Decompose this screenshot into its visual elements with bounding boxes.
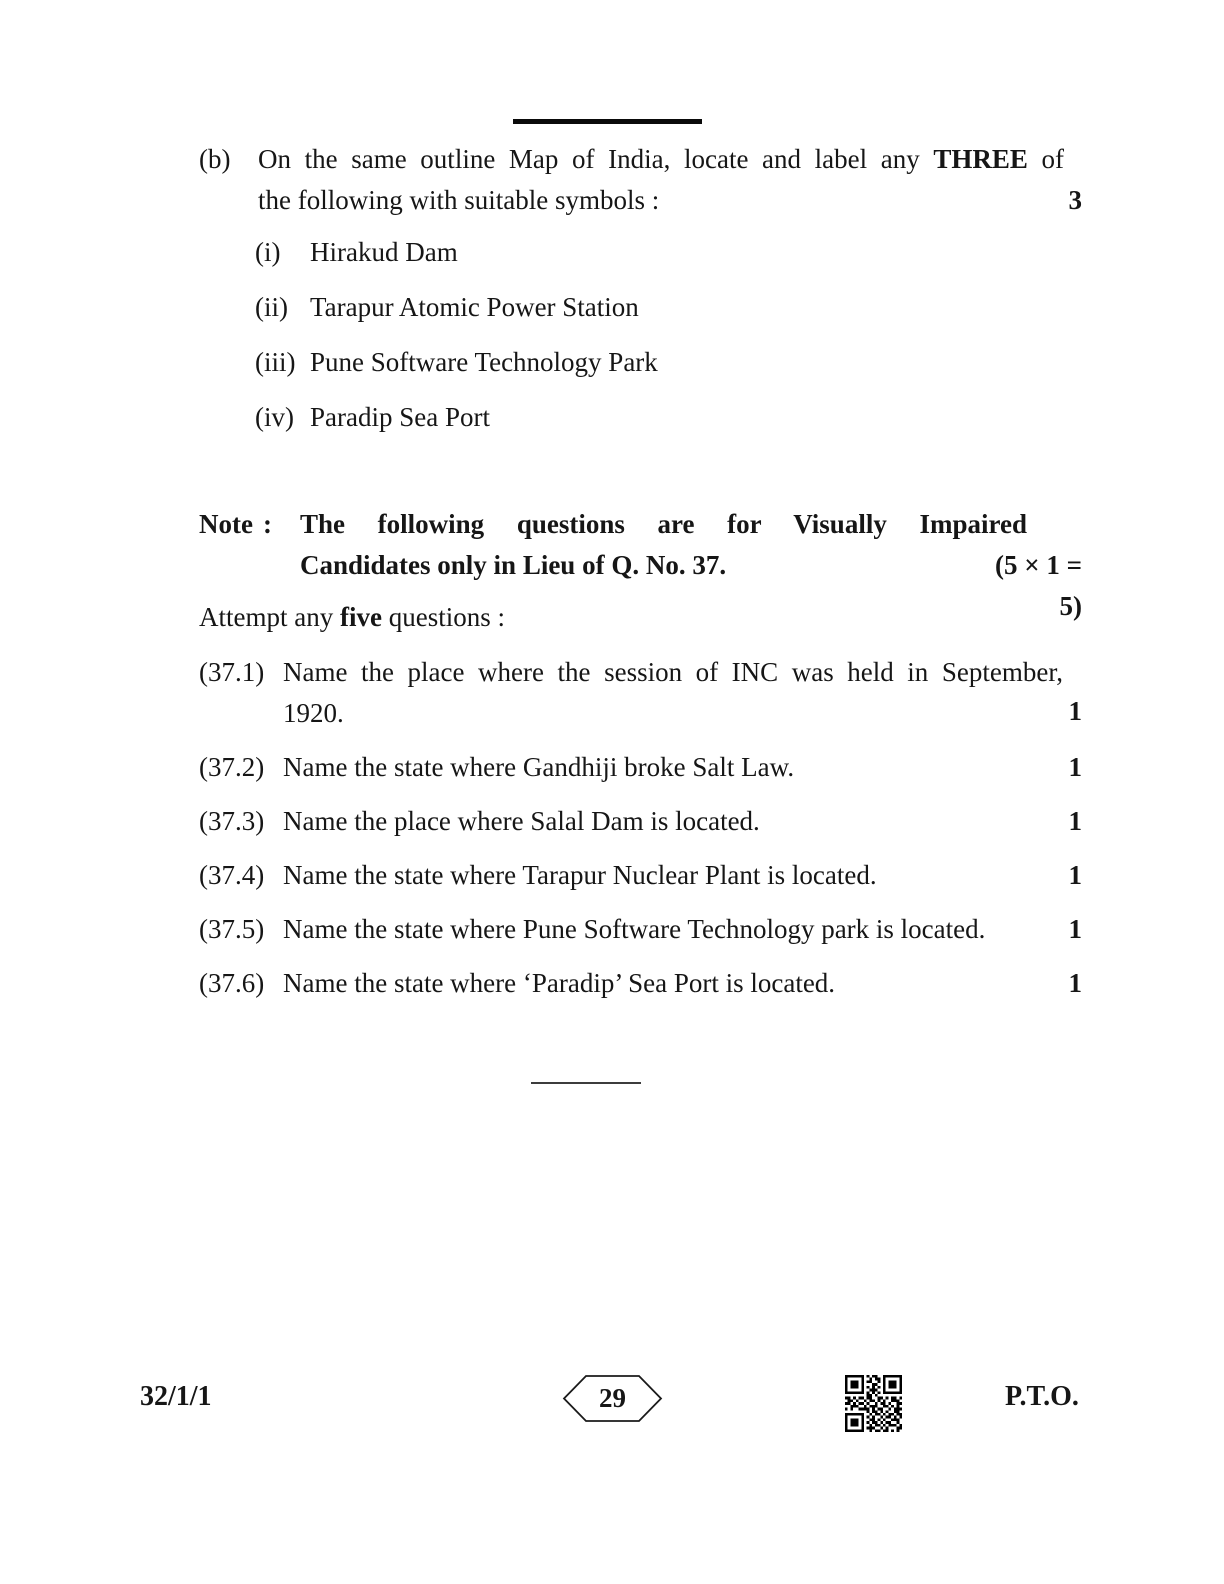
question-37-6-text: Name the state where ‘Paradip’ Sea Port is located. (283, 968, 836, 998)
map-item-4-number: (iv) (255, 402, 294, 432)
pto-label: P.T.O. (1005, 1381, 1079, 1412)
page-number: 29 (599, 1383, 626, 1413)
question-37-6-marks: 1 (1068, 968, 1082, 998)
note-line1: The following questions are for Visually Impaired (300, 509, 1027, 539)
attempt-instruction (199, 597, 505, 638)
note-body (300, 504, 1027, 586)
question-37-4-marks: 1 (1068, 860, 1082, 890)
question-37-3-number: (37.3) (199, 806, 265, 836)
qr-code (845, 1375, 902, 1432)
note-line2: Candidates only in Lieu of Q. No. 37. (300, 550, 727, 580)
question-37-1-number: (37.1) (199, 657, 265, 687)
question-37-1-marks: 1 (1068, 696, 1082, 726)
map-item-1-text: Hirakud Dam (310, 237, 458, 267)
map-item-1-number: (i) (255, 237, 281, 267)
map-item-3 (255, 342, 658, 383)
section-end-divider (531, 1082, 641, 1084)
question-37-2-text: Name the state where Gandhiji broke Salt Law. (283, 752, 795, 782)
question-37-2-marks: 1 (1068, 752, 1082, 782)
question-b-line1-bold: THREE (933, 144, 1028, 174)
question-37-2-number: (37.2) (199, 752, 265, 782)
question-b-line2: the following with suitable symbols : (258, 185, 660, 215)
map-item-2-number: (ii) (255, 292, 288, 322)
note-marks-formula: (5 × 1 = 5) (994, 550, 1082, 621)
question-b-line1-post: of (1027, 144, 1064, 174)
question-b-line1-pre: On the same outline Map of India, locate and label any (258, 144, 934, 174)
map-item-4 (255, 397, 490, 438)
question-37-6-number: (37.6) (199, 968, 265, 998)
map-item-1 (255, 232, 458, 273)
question-37-3-marks: 1 (1068, 806, 1082, 836)
note-label: Note (199, 509, 253, 539)
question-37-1-line2: 1920. (283, 698, 344, 728)
map-item-3-text: Pune Software Technology Park (310, 347, 658, 377)
map-item-3-number: (iii) (255, 347, 296, 377)
paper-code: 32/1/1 (140, 1381, 212, 1412)
attempt-post: questions : (381, 602, 505, 632)
map-item-2-text: Tarapur Atomic Power Station (310, 292, 639, 322)
question-b-label: (b) (199, 144, 231, 174)
map-item-4-text: Paradip Sea Port (310, 402, 490, 432)
question-37-4-number: (37.4) (199, 860, 265, 890)
question-37-1-line1: Name the place where the session of INC was held in September, (283, 657, 1063, 687)
question-b-marks: 3 (1068, 185, 1082, 215)
question-37-5-marks: 1 (1068, 914, 1082, 944)
question-37-1-body (283, 652, 1063, 734)
question-37-5-number: (37.5) (199, 914, 265, 944)
question-37-3-text: Name the place where Salal Dam is located. (283, 806, 760, 836)
question-37-4-text: Name the state where Tarapur Nuclear Plant is located. (283, 860, 877, 890)
note-colon: : (263, 509, 272, 539)
question-37-5-text: Name the state where Pune Software Technology park is located. (283, 914, 986, 944)
map-item-2 (255, 287, 639, 328)
top-divider (513, 119, 702, 124)
attempt-bold: five (339, 602, 382, 632)
page-number-badge (562, 1374, 663, 1423)
attempt-pre: Attempt any (199, 602, 340, 632)
question-b-line1 (258, 139, 1064, 180)
question-b-body (258, 139, 1064, 221)
